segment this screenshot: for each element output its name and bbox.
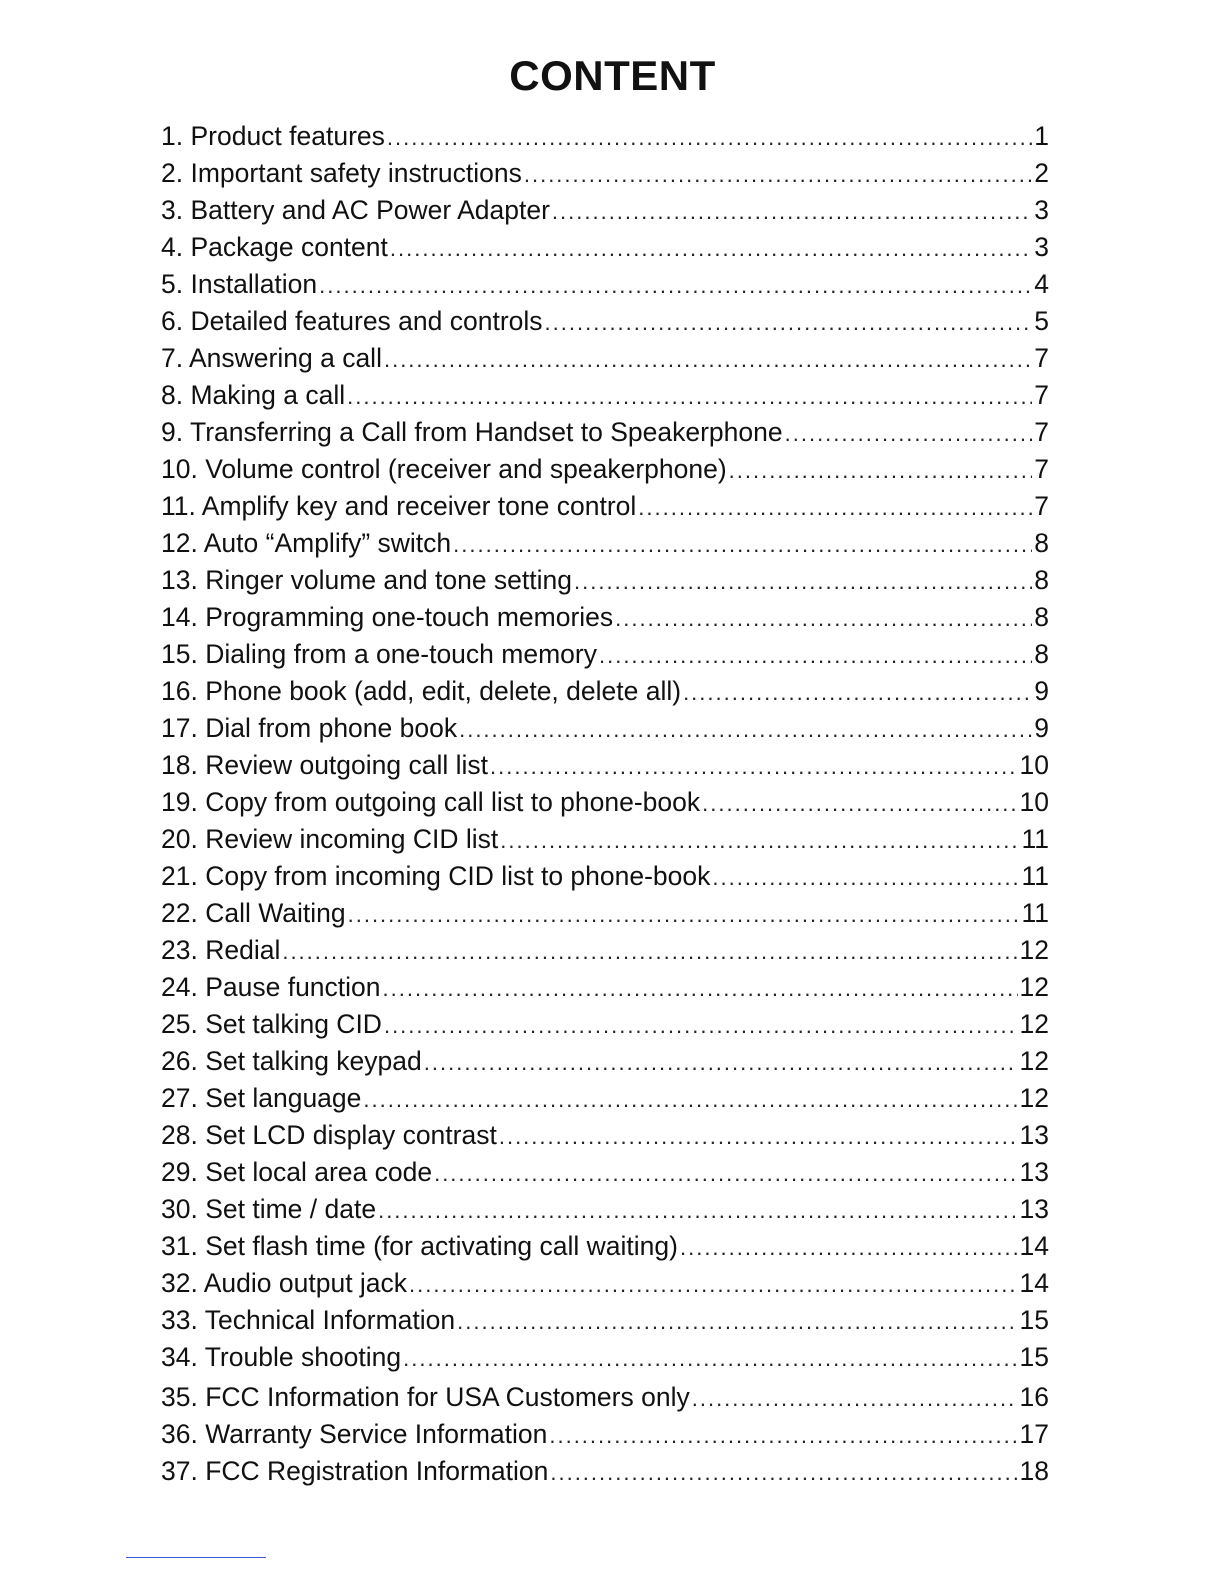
footer-rule xyxy=(126,1557,266,1558)
dot-leader xyxy=(384,341,1032,378)
toc-entry-title: 10. Volume control (receiver and speakerphone) xyxy=(161,454,727,484)
toc-entry xyxy=(161,1339,1049,1376)
toc-entry-title: 19. Copy from outgoing call list to phone-book xyxy=(161,787,701,817)
dot-leader xyxy=(549,1417,1017,1454)
toc-entry xyxy=(161,895,1049,932)
toc-entry-page-number: 7 xyxy=(1034,454,1049,484)
toc-entry-title: 32. Audio output jack xyxy=(161,1268,408,1298)
toc-entry-page-number: 16 xyxy=(1019,1382,1049,1412)
toc-entry xyxy=(161,1416,1049,1453)
toc-entry-page-number: 11 xyxy=(1021,824,1049,854)
toc-entry-title: 28. Set LCD display contrast xyxy=(161,1120,497,1150)
toc-entry-title: 25. Set talking CID xyxy=(161,1009,382,1039)
toc-entry-page-number: 7 xyxy=(1034,491,1049,521)
toc-entry-page-number: 8 xyxy=(1034,639,1049,669)
toc-entry-title: 14. Programming one-touch memories xyxy=(161,602,614,632)
toc-entry-title: 30. Set time / date xyxy=(161,1194,377,1224)
toc-entry xyxy=(161,747,1049,784)
dot-leader xyxy=(348,896,1020,933)
toc-entry-title: 7. Answering a call xyxy=(161,343,382,373)
toc-entry-page-number: 5 xyxy=(1034,306,1049,336)
toc-entry-page-number: 8 xyxy=(1034,602,1049,632)
toc-entry-page-number: 13 xyxy=(1019,1157,1049,1187)
dot-leader xyxy=(729,452,1033,489)
dot-leader xyxy=(574,563,1032,600)
dot-leader xyxy=(490,748,1018,785)
toc-entry xyxy=(161,451,1049,488)
dot-leader xyxy=(282,933,1017,970)
toc-entry-page-number: 12 xyxy=(1019,1083,1049,1113)
toc-entry xyxy=(161,821,1049,858)
toc-entry xyxy=(161,710,1049,747)
toc-entry-page-number: 7 xyxy=(1034,417,1049,447)
dot-leader xyxy=(680,1229,1018,1266)
toc-entry-title: 31. Set flash time (for activating call waiting) xyxy=(161,1231,678,1261)
toc-entry-title: 24. Pause function xyxy=(161,972,381,1002)
toc-entry-title: 16. Phone book (add, edit, delete, delete all) xyxy=(161,676,682,706)
toc-entry xyxy=(161,1117,1049,1154)
toc-entry-page-number: 10 xyxy=(1019,787,1049,817)
toc-entry xyxy=(161,303,1049,340)
toc-entry-page-number: 8 xyxy=(1034,565,1049,595)
toc-entry-page-number: 14 xyxy=(1019,1231,1049,1261)
dot-leader xyxy=(384,1007,1018,1044)
toc-entry-page-number: 14 xyxy=(1019,1268,1049,1298)
toc-entry xyxy=(161,673,1049,710)
toc-entry-page-number: 7 xyxy=(1034,343,1049,373)
dot-leader xyxy=(387,119,1032,156)
toc-entry xyxy=(161,858,1049,895)
toc-entry xyxy=(161,1006,1049,1043)
toc-entry xyxy=(161,229,1049,266)
toc-entry-title: 2. Important safety instructions xyxy=(161,158,522,188)
dot-leader xyxy=(545,304,1033,341)
toc-entry xyxy=(161,636,1049,673)
dot-leader xyxy=(552,193,1032,230)
toc-entry xyxy=(161,969,1049,1006)
dot-leader xyxy=(390,230,1032,267)
toc-entry-page-number: 9 xyxy=(1034,713,1049,743)
dot-leader xyxy=(638,489,1032,526)
toc-entry-title: 37. FCC Registration Information xyxy=(161,1456,549,1486)
toc-entry-title: 36. Warranty Service Information xyxy=(161,1419,548,1449)
dot-leader xyxy=(378,1192,1017,1229)
toc-entry-page-number: 15 xyxy=(1019,1342,1049,1372)
toc-entry-page-number: 13 xyxy=(1019,1194,1049,1224)
dot-leader xyxy=(424,1044,1018,1081)
toc-entry-title: 35. FCC Information for USA Customers only xyxy=(161,1382,690,1412)
toc-entry xyxy=(161,562,1049,599)
dot-leader xyxy=(615,600,1032,637)
toc-entry-title: 18. Review outgoing call list xyxy=(161,750,489,780)
toc-entry xyxy=(161,1191,1049,1228)
toc-entry xyxy=(161,1080,1049,1117)
toc-entry xyxy=(161,155,1049,192)
dot-leader xyxy=(434,1155,1017,1192)
page-title: CONTENT xyxy=(509,52,716,99)
toc-entry-title: 3. Battery and AC Power Adapter xyxy=(161,195,550,225)
dot-leader xyxy=(683,674,1032,711)
toc-entry xyxy=(161,932,1049,969)
toc-entry-title: 8. Making a call xyxy=(161,380,346,410)
toc-entry-page-number: 12 xyxy=(1019,972,1049,1002)
toc-entry-page-number: 13 xyxy=(1019,1120,1049,1150)
dot-leader xyxy=(363,1081,1017,1118)
toc-entry xyxy=(161,1265,1049,1302)
toc-entry-title: 9. Transferring a Call from Handset to Speakerphone xyxy=(161,417,783,447)
dot-leader xyxy=(712,859,1019,896)
toc-entry-page-number: 17 xyxy=(1019,1419,1049,1449)
toc-entry-page-number: 1 xyxy=(1034,121,1049,151)
toc-entry-title: 20. Review incoming CID list xyxy=(161,824,499,854)
dot-leader xyxy=(785,415,1033,452)
toc-entry xyxy=(161,377,1049,414)
toc-entry xyxy=(161,1043,1049,1080)
toc-entry xyxy=(161,340,1049,377)
toc-entry-title: 4. Package content xyxy=(161,232,388,262)
dot-leader xyxy=(499,1118,1018,1155)
toc-entry-page-number: 3 xyxy=(1034,195,1049,225)
toc-entry-page-number: 11 xyxy=(1021,898,1049,928)
dot-leader xyxy=(702,785,1017,822)
dot-leader xyxy=(500,822,1019,859)
dot-leader xyxy=(550,1454,1017,1491)
toc-entry-title: 21. Copy from incoming CID list to phone-book xyxy=(161,861,711,891)
table-of-contents xyxy=(161,118,1049,1490)
dot-leader xyxy=(403,1340,1017,1377)
toc-entry xyxy=(161,1302,1049,1339)
toc-entry-title: 23. Redial xyxy=(161,935,281,965)
toc-entry xyxy=(161,266,1049,303)
toc-entry-page-number: 12 xyxy=(1019,1046,1049,1076)
toc-entry-page-number: 15 xyxy=(1019,1305,1049,1335)
toc-entry-page-number: 18 xyxy=(1019,1456,1049,1486)
toc-entry-title: 5. Installation xyxy=(161,269,318,299)
dot-leader xyxy=(459,711,1032,748)
toc-entry-title: 34. Trouble shooting xyxy=(161,1342,402,1372)
toc-entry-title: 13. Ringer volume and tone setting xyxy=(161,565,573,595)
toc-entry xyxy=(161,192,1049,229)
toc-entry xyxy=(161,1379,1049,1416)
dot-leader xyxy=(383,970,1018,1007)
toc-entry-title: 26. Set talking keypad xyxy=(161,1046,422,1076)
dot-leader xyxy=(453,526,1032,563)
toc-entry-page-number: 7 xyxy=(1034,380,1049,410)
toc-entry xyxy=(161,488,1049,525)
toc-entry-page-number: 4 xyxy=(1034,269,1049,299)
toc-entry-title: 11. Amplify key and receiver tone control xyxy=(161,491,637,521)
toc-entry-page-number: 8 xyxy=(1034,528,1049,558)
dot-leader xyxy=(692,1380,1018,1417)
toc-entry-page-number: 3 xyxy=(1034,232,1049,262)
toc-entry xyxy=(161,599,1049,636)
toc-entry xyxy=(161,118,1049,155)
toc-entry-page-number: 9 xyxy=(1034,676,1049,706)
toc-entry-title: 22. Call Waiting xyxy=(161,898,346,928)
dot-leader xyxy=(599,637,1032,674)
toc-entry xyxy=(161,1154,1049,1191)
toc-entry xyxy=(161,784,1049,821)
toc-entry-page-number: 10 xyxy=(1019,750,1049,780)
toc-entry xyxy=(161,525,1049,562)
toc-entry-title: 15. Dialing from a one-touch memory xyxy=(161,639,597,669)
dot-leader xyxy=(524,156,1032,193)
toc-entry-title: 17. Dial from phone book xyxy=(161,713,458,743)
toc-entry-title: 1. Product features xyxy=(161,121,385,151)
toc-entry-page-number: 12 xyxy=(1019,1009,1049,1039)
toc-entry xyxy=(161,414,1049,451)
toc-entry-title: 27. Set language xyxy=(161,1083,362,1113)
toc-entry xyxy=(161,1228,1049,1265)
toc-entry-page-number: 11 xyxy=(1021,861,1049,891)
toc-entry-title: 29. Set local area code xyxy=(161,1157,433,1187)
toc-entry-title: 6. Detailed features and controls xyxy=(161,306,543,336)
toc-entry-title: 12. Auto “Amplify” switch xyxy=(161,528,452,558)
dot-leader xyxy=(347,378,1032,415)
dot-leader xyxy=(409,1266,1017,1303)
toc-entry xyxy=(161,1453,1049,1490)
toc-entry-title: 33. Technical Information xyxy=(161,1305,456,1335)
dot-leader xyxy=(319,267,1032,304)
toc-entry-page-number: 2 xyxy=(1034,158,1049,188)
toc-entry-page-number: 12 xyxy=(1019,935,1049,965)
dot-leader xyxy=(457,1303,1017,1340)
